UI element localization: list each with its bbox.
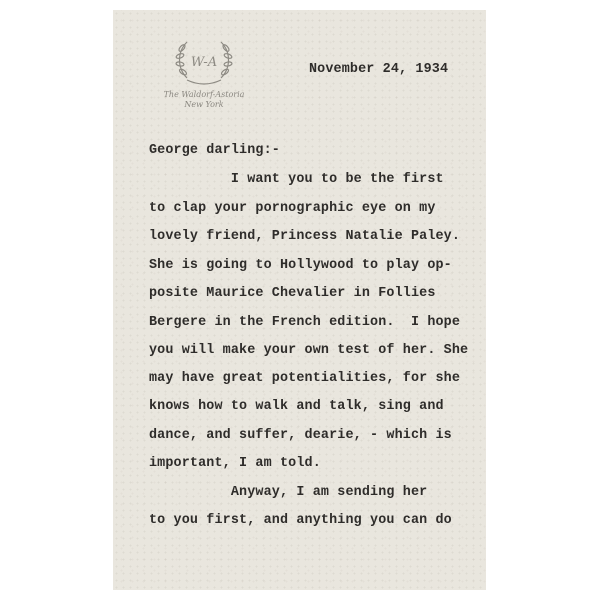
body-line: to you first, and anything you can do xyxy=(149,513,452,528)
body-line: you will make your own test of her. She xyxy=(149,343,469,358)
body-line: may have great potentialities, for she xyxy=(149,371,461,386)
letter-date: November 24, 1934 xyxy=(309,62,449,77)
body-line: knows how to walk and talk, sing and xyxy=(149,399,444,414)
body-line: She is going to Hollywood to play op- xyxy=(149,258,452,273)
body-line: posite Maurice Chevalier in Follies xyxy=(149,286,436,301)
laurel-wreath-monogram-icon xyxy=(173,34,235,90)
letterhead xyxy=(154,34,254,110)
body-line: important, I am told. xyxy=(149,456,321,471)
body-line: dance, and suffer, dearie, - which is xyxy=(149,428,452,443)
hotel-name: The Waldorf-Astoria xyxy=(163,90,245,99)
body-line: lovely friend, Princess Natalie Paley. xyxy=(149,229,461,244)
salutation: George darling:- xyxy=(149,143,280,158)
hotel-city: New York xyxy=(184,100,224,109)
body-line: I want you to be the first xyxy=(149,172,444,187)
svg-text:W-A: W-A xyxy=(190,55,218,70)
body-line: Bergere in the French edition. I hope xyxy=(149,315,461,330)
body-line: to clap your pornographic eye on my xyxy=(149,201,436,216)
body-line: Anyway, I am sending her xyxy=(149,485,428,500)
